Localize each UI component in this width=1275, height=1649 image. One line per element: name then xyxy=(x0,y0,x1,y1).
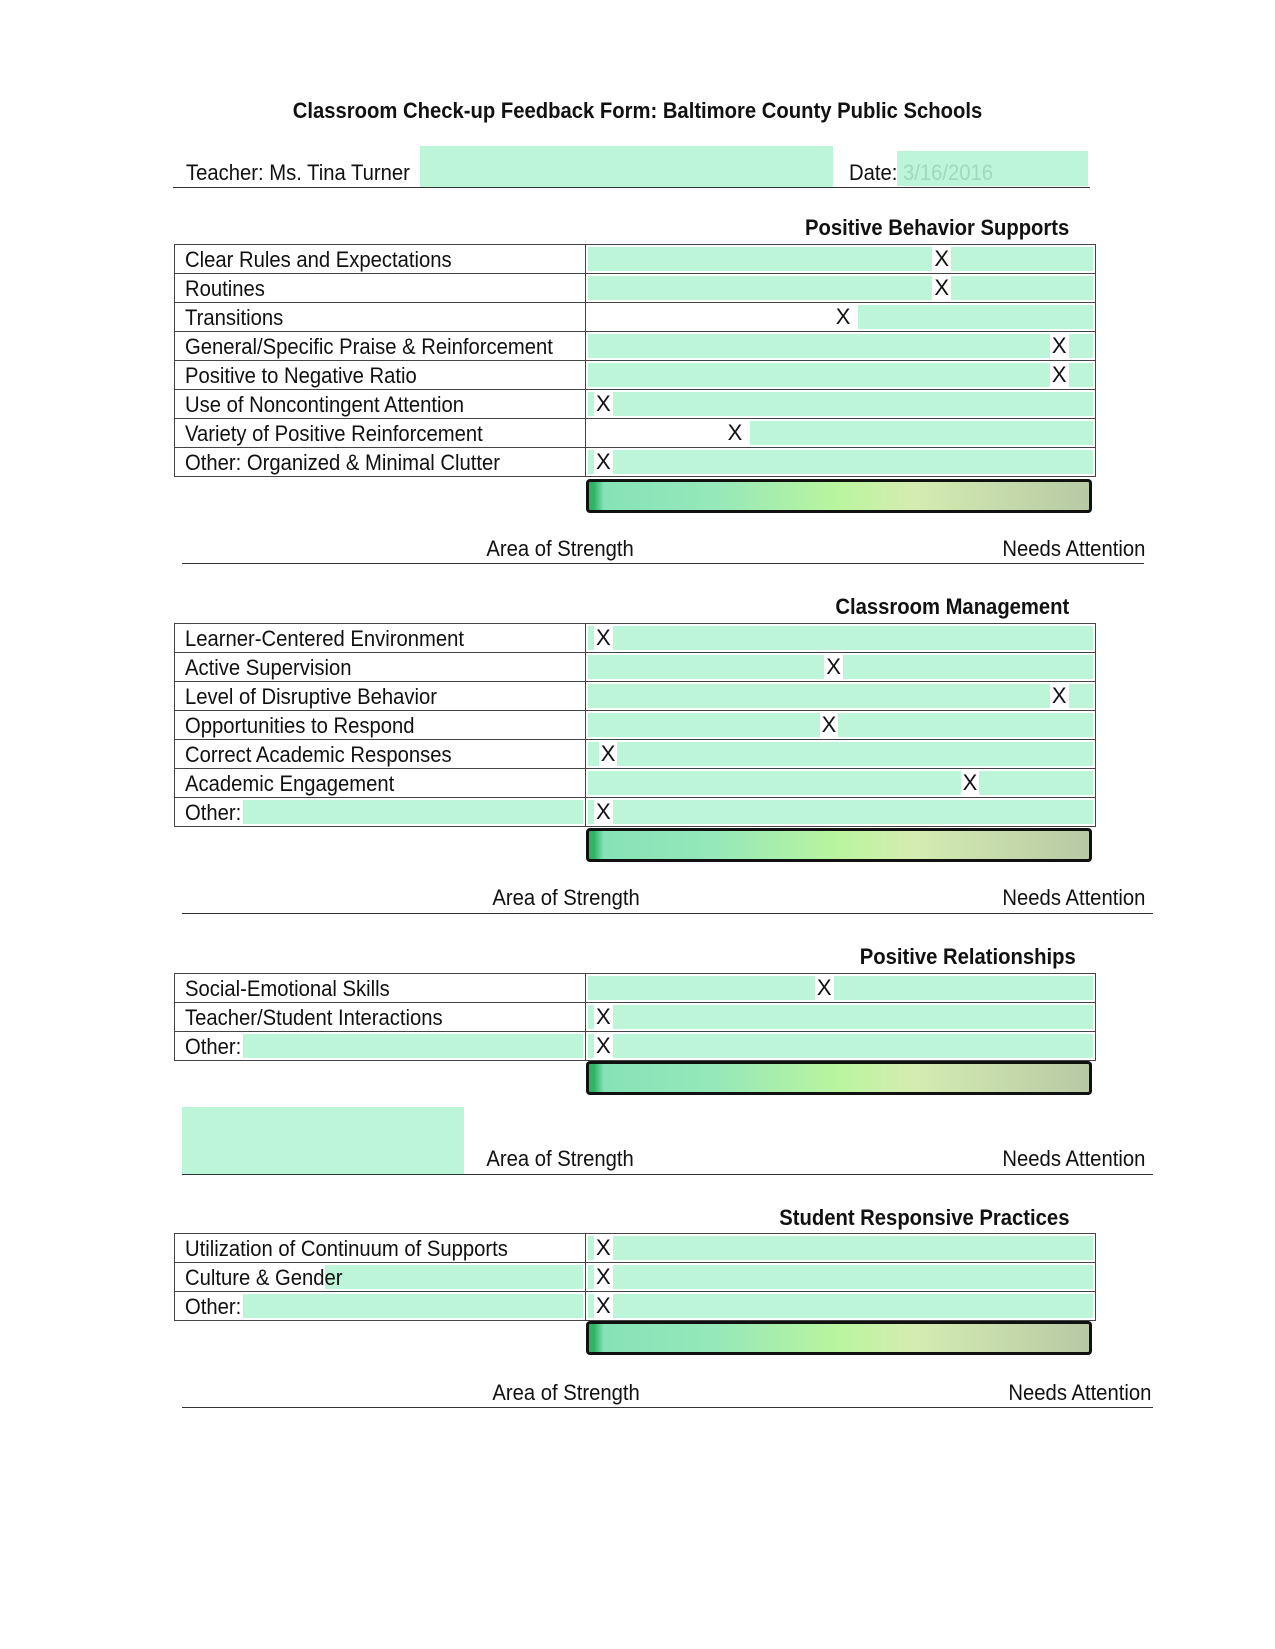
rating-mark: X xyxy=(596,449,611,474)
criterion-cell xyxy=(175,1292,586,1321)
rating-mark: X xyxy=(600,741,616,766)
other-text-field[interactable] xyxy=(243,1034,583,1058)
rating-row xyxy=(175,303,1096,332)
criterion-label: Other: xyxy=(185,1034,242,1059)
rating-row xyxy=(175,682,1096,711)
rating-row xyxy=(175,361,1096,390)
rating-row xyxy=(175,245,1096,274)
criterion-cell xyxy=(175,711,586,740)
criterion-label: Variety of Positive Reinforcement xyxy=(185,421,483,446)
rating-cell[interactable] xyxy=(586,974,1096,1003)
rating-field[interactable] xyxy=(858,305,1093,329)
criterion-label: Culture & Gender xyxy=(185,1265,343,1290)
criterion-label: Other: xyxy=(185,800,242,825)
criterion-cell xyxy=(175,653,586,682)
rating-field[interactable] xyxy=(588,800,1093,824)
rating-row xyxy=(175,1032,1096,1061)
rating-cell[interactable] xyxy=(586,361,1096,390)
criterion-label: Transitions xyxy=(185,305,284,330)
rating-cell[interactable] xyxy=(586,274,1096,303)
rating-mark: X xyxy=(934,275,950,300)
rating-cell[interactable] xyxy=(586,769,1096,798)
rating-row xyxy=(175,1234,1096,1263)
criterion-cell xyxy=(175,361,586,390)
rating-mark: X xyxy=(835,304,851,329)
rating-field[interactable] xyxy=(588,1265,1093,1289)
criterion-cell xyxy=(175,390,586,419)
rating-table-positive-behavior-supports xyxy=(174,244,1096,477)
teacher-name-field[interactable] xyxy=(420,146,833,187)
section-title-student-responsive-practices: Student Responsive Practices xyxy=(778,1205,1069,1230)
area-of-strength-label: Area of Strength xyxy=(492,885,640,910)
rating-row xyxy=(175,624,1096,653)
rating-row xyxy=(175,419,1096,448)
criterion-cell xyxy=(175,798,586,827)
rating-mark: X xyxy=(1051,333,1067,358)
rating-scale-bar xyxy=(586,479,1092,513)
criterion-label: Academic Engagement xyxy=(185,771,395,796)
rating-row xyxy=(175,1292,1096,1321)
rating-field[interactable] xyxy=(588,1294,1093,1318)
rating-cell[interactable] xyxy=(586,419,1096,448)
rating-cell[interactable] xyxy=(586,798,1096,827)
criterion-cell xyxy=(175,1003,586,1032)
criterion-cell xyxy=(175,419,586,448)
rating-row xyxy=(175,740,1096,769)
rating-mark: X xyxy=(727,420,743,445)
rating-row xyxy=(175,769,1096,798)
criterion-label: Opportunities to Respond xyxy=(185,713,415,738)
needs-attention-label: Needs Attention xyxy=(1002,536,1145,561)
criterion-label: Active Supervision xyxy=(185,655,352,680)
rating-field[interactable] xyxy=(588,450,1093,474)
rating-mark: X xyxy=(596,1293,611,1318)
teacher-label: Teacher: Ms. Tina Turner xyxy=(186,160,410,185)
rating-cell[interactable] xyxy=(586,1234,1096,1263)
rating-field[interactable] xyxy=(588,1005,1093,1029)
rating-cell[interactable] xyxy=(586,1032,1096,1061)
rating-cell[interactable] xyxy=(586,1292,1096,1321)
scale-underline xyxy=(182,1407,1153,1408)
scale-underline xyxy=(182,563,1144,564)
section-title-positive-behavior-supports: Positive Behavior Supports xyxy=(804,215,1069,240)
scale-underline xyxy=(182,913,1153,914)
criterion-cell xyxy=(175,769,586,798)
rating-cell[interactable] xyxy=(586,740,1096,769)
date-label: Date: xyxy=(849,160,898,185)
header-underline xyxy=(173,187,1090,188)
rating-field[interactable] xyxy=(588,334,1093,358)
rating-cell[interactable] xyxy=(586,332,1096,361)
other-text-field[interactable] xyxy=(243,1294,583,1318)
rating-mark: X xyxy=(596,1033,611,1058)
rating-field[interactable] xyxy=(588,713,1093,737)
section-title-positive-relationships: Positive Relationships xyxy=(860,944,1076,969)
rating-field[interactable] xyxy=(588,1236,1093,1260)
criterion-label: Social-Emotional Skills xyxy=(185,976,390,1001)
criterion-label: General/Specific Praise & Reinforcement xyxy=(185,334,553,359)
area-of-strength-label: Area of Strength xyxy=(486,1146,634,1171)
rating-scale-bar xyxy=(586,1321,1092,1355)
criterion-cell xyxy=(175,974,586,1003)
criterion-label: Use of Noncontingent Attention xyxy=(185,392,465,417)
rating-cell[interactable] xyxy=(586,624,1096,653)
needs-attention-label: Needs Attention xyxy=(1002,1146,1145,1171)
rating-cell[interactable] xyxy=(586,1003,1096,1032)
rating-field[interactable] xyxy=(588,1034,1093,1058)
scale-underline xyxy=(182,1174,1153,1175)
rating-row xyxy=(175,653,1096,682)
criterion-label: Level of Disruptive Behavior xyxy=(185,684,438,709)
rating-mark: X xyxy=(596,1264,611,1289)
rating-mark: X xyxy=(596,625,611,650)
rating-mark: X xyxy=(934,246,950,271)
rating-field[interactable] xyxy=(588,247,1093,271)
rating-row xyxy=(175,711,1096,740)
rating-cell[interactable] xyxy=(586,682,1096,711)
criterion-cell xyxy=(175,1032,586,1061)
rating-row xyxy=(175,274,1096,303)
criterion-label: Teacher/Student Interactions xyxy=(185,1005,443,1030)
criterion-cell xyxy=(175,274,586,303)
rating-cell[interactable] xyxy=(586,303,1096,332)
criterion-label: Learner-Centered Environment xyxy=(185,626,465,651)
rating-mark: X xyxy=(821,712,837,737)
rating-row xyxy=(175,1003,1096,1032)
rating-field[interactable] xyxy=(588,392,1093,416)
rating-row xyxy=(175,798,1096,827)
rating-cell[interactable] xyxy=(586,245,1096,274)
rating-table-classroom-management xyxy=(174,623,1096,827)
criterion-cell xyxy=(175,1263,586,1292)
criterion-cell xyxy=(175,682,586,711)
rating-mark: X xyxy=(1051,683,1067,708)
criterion-cell xyxy=(175,245,586,274)
rating-field[interactable] xyxy=(750,421,1093,445)
rating-cell[interactable] xyxy=(586,448,1096,477)
rating-mark: X xyxy=(1051,362,1067,387)
needs-attention-label: Needs Attention xyxy=(1002,885,1145,910)
criterion-label: Utilization of Continuum of Supports xyxy=(185,1236,508,1261)
rating-cell[interactable] xyxy=(586,711,1096,740)
rating-field[interactable] xyxy=(588,276,1093,300)
comment-field[interactable] xyxy=(182,1107,464,1175)
criterion-label: Correct Academic Responses xyxy=(185,742,452,767)
rating-mark: X xyxy=(816,975,832,1000)
criterion-cell xyxy=(175,303,586,332)
rating-scale-bar xyxy=(586,1061,1092,1095)
rating-row xyxy=(175,332,1096,361)
form-title: Classroom Check-up Feedback Form: Baltimore County Public Schools xyxy=(292,98,983,123)
area-of-strength-label: Area of Strength xyxy=(486,536,634,561)
rating-field[interactable] xyxy=(588,363,1093,387)
rating-mark: X xyxy=(596,799,611,824)
other-text-field[interactable] xyxy=(325,1265,583,1289)
rating-mark: X xyxy=(962,770,978,795)
section-title-classroom-management: Classroom Management xyxy=(835,594,1069,619)
rating-row xyxy=(175,974,1096,1003)
rating-field[interactable] xyxy=(588,742,1093,766)
rating-mark: X xyxy=(596,391,611,416)
rating-table-positive-relationships xyxy=(174,973,1096,1061)
criterion-label: Clear Rules and Expectations xyxy=(185,247,452,272)
criterion-label: Other: xyxy=(185,1294,242,1319)
criterion-cell xyxy=(175,740,586,769)
rating-cell[interactable] xyxy=(586,653,1096,682)
rating-mark: X xyxy=(596,1235,611,1260)
rating-field[interactable] xyxy=(588,771,1093,795)
rating-table-student-responsive-practices xyxy=(174,1233,1096,1321)
rating-field[interactable] xyxy=(588,684,1093,708)
rating-row xyxy=(175,448,1096,477)
criterion-label: Other: Organized & Minimal Clutter xyxy=(185,450,500,475)
date-value[interactable]: 3/16/2016 xyxy=(903,160,994,185)
criterion-label: Routines xyxy=(185,276,265,301)
needs-attention-label: Needs Attention xyxy=(1008,1380,1151,1405)
rating-scale-bar xyxy=(586,828,1092,862)
rating-cell[interactable] xyxy=(586,1263,1096,1292)
criterion-cell xyxy=(175,1234,586,1263)
criterion-label: Positive to Negative Ratio xyxy=(185,363,417,388)
other-text-field[interactable] xyxy=(243,800,583,824)
area-of-strength-label: Area of Strength xyxy=(492,1380,640,1405)
rating-row xyxy=(175,1263,1096,1292)
criterion-cell xyxy=(175,332,586,361)
rating-mark: X xyxy=(826,654,841,679)
criterion-cell xyxy=(175,448,586,477)
rating-cell[interactable] xyxy=(586,390,1096,419)
rating-field[interactable] xyxy=(588,976,1093,1000)
rating-row xyxy=(175,390,1096,419)
rating-field[interactable] xyxy=(588,626,1093,650)
criterion-cell xyxy=(175,624,586,653)
rating-mark: X xyxy=(596,1004,611,1029)
